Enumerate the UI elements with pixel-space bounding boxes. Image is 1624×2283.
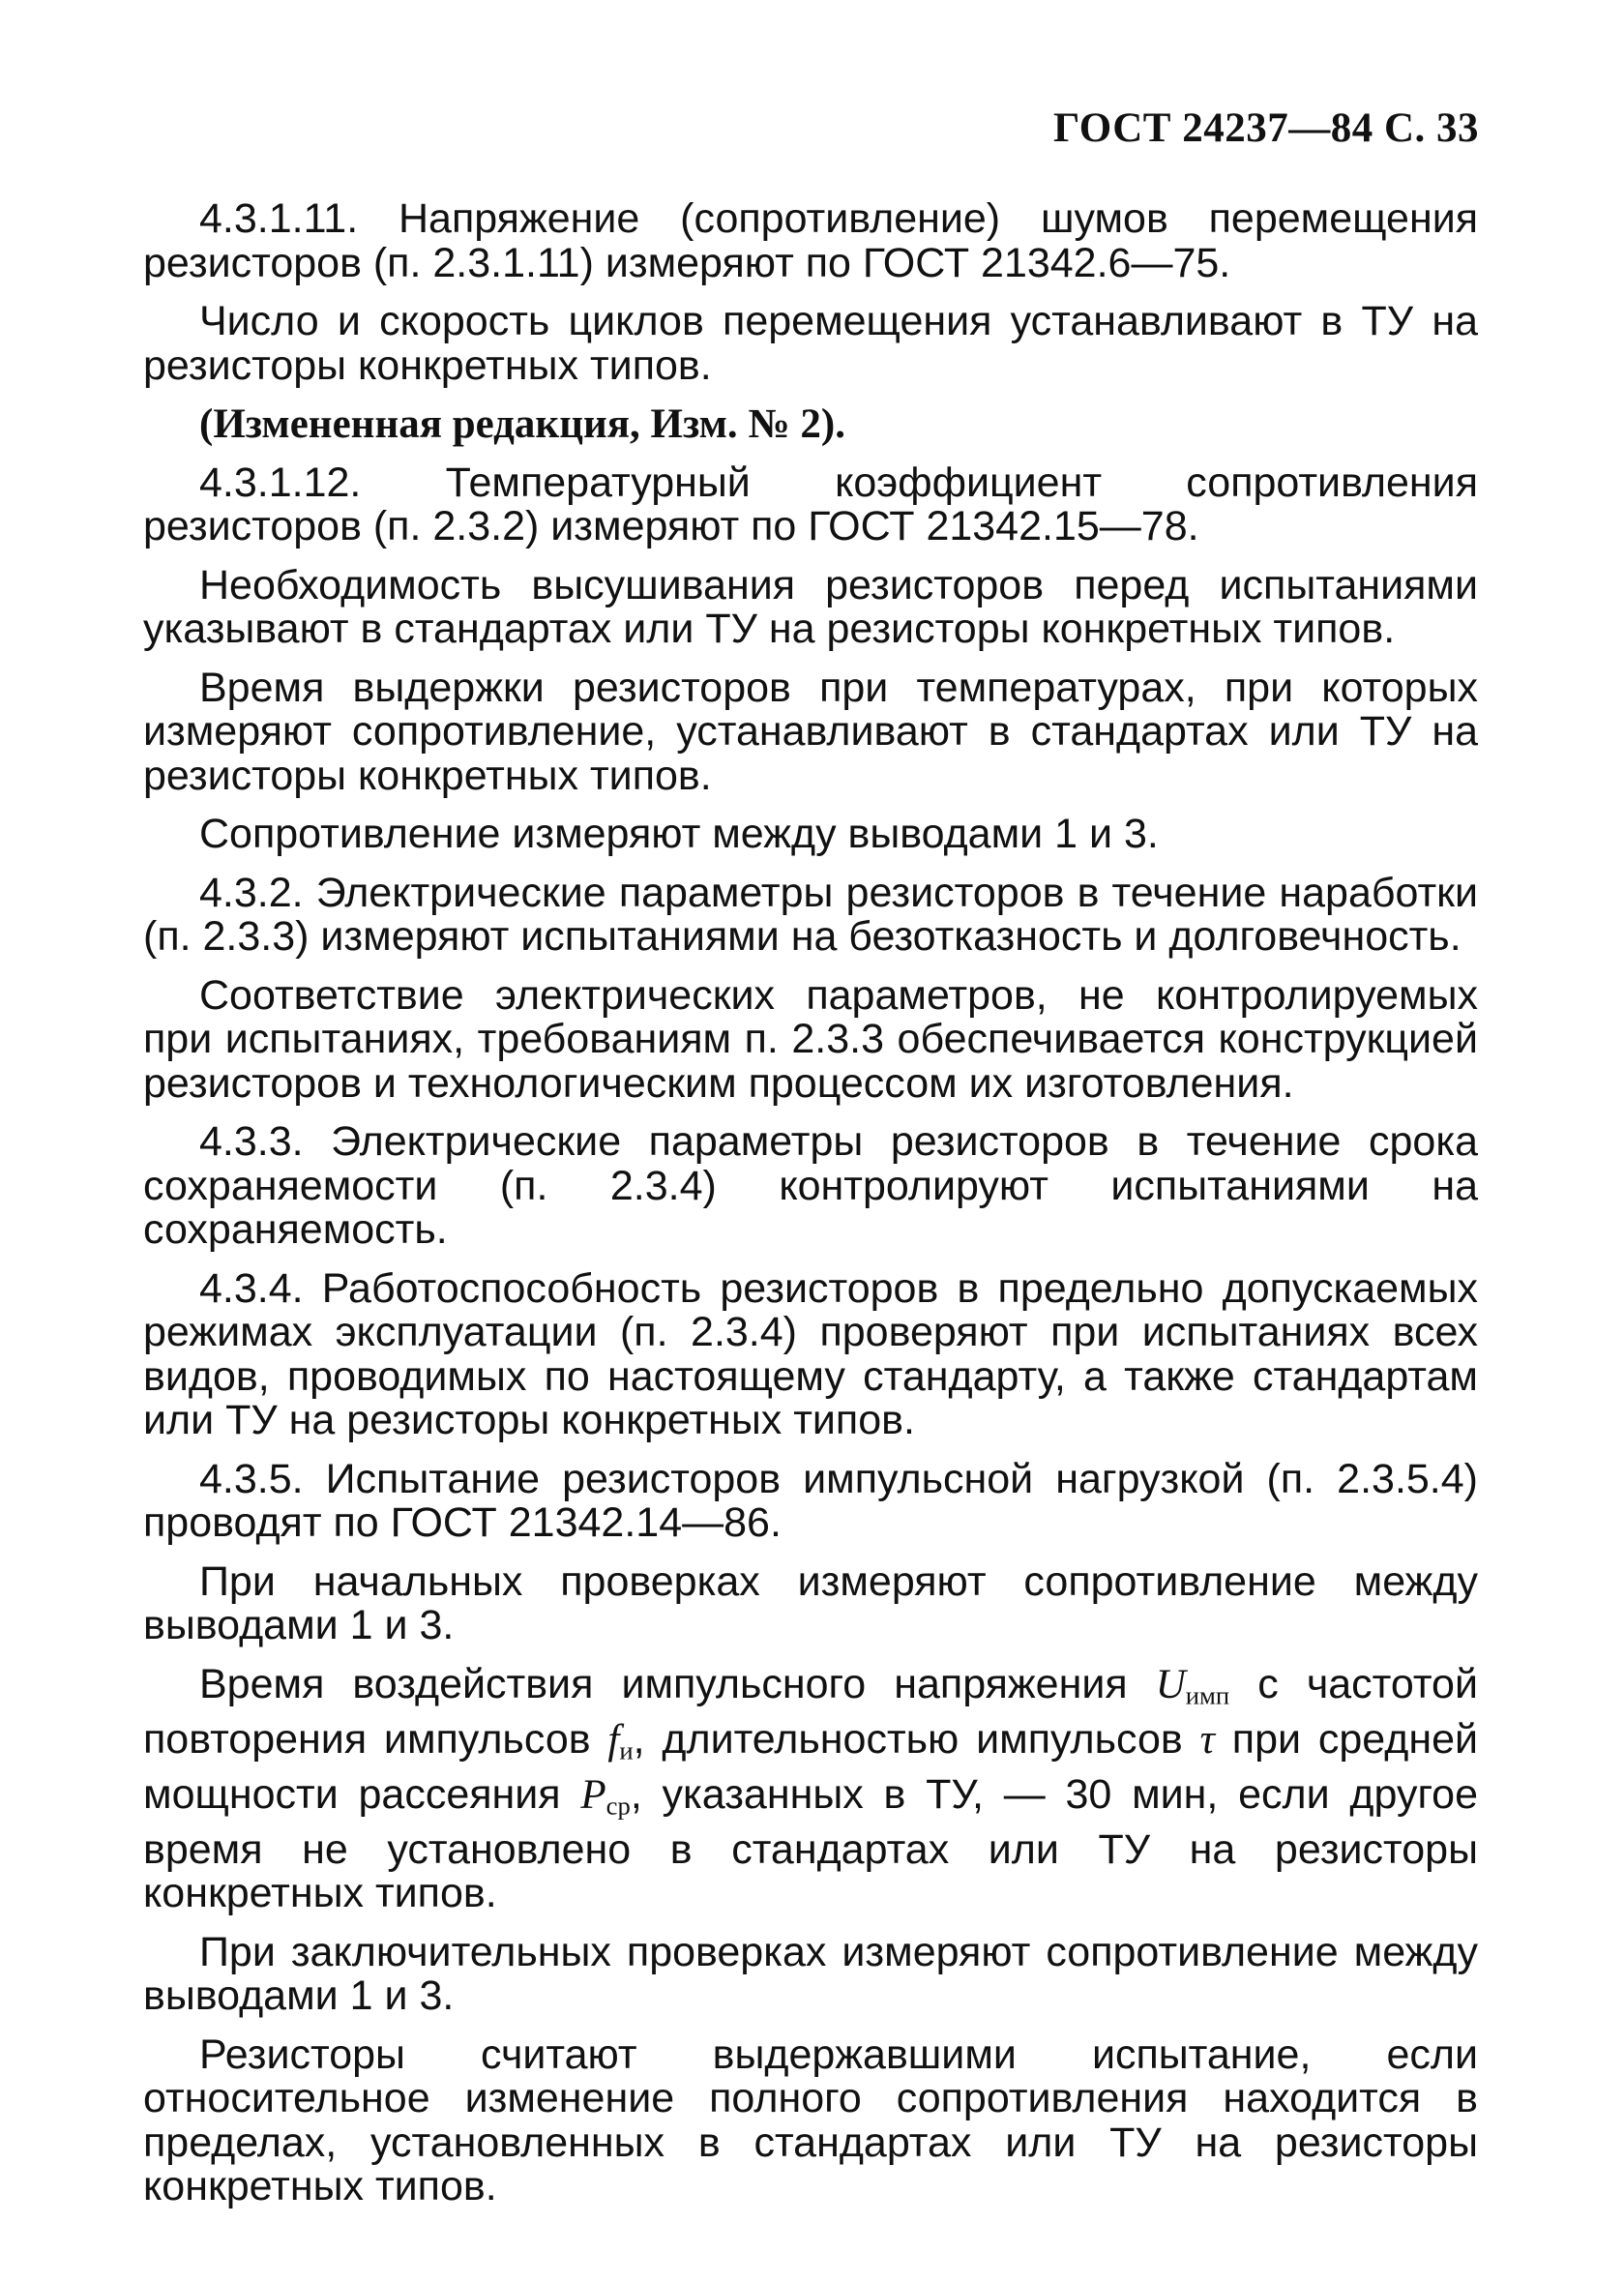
paragraph-pass-criteria: Резисторы считают выдержавшими испытание, если относительное изменение полного сопротивления находится в пределах, установленных в стандартах или ТУ на резисторы конкретных типов. (143, 2031, 1478, 2210)
text-segment: Время воздействия импульсного напряжения (199, 1660, 1156, 1707)
voltage-subscript: имп (1185, 1680, 1230, 1710)
paragraph-initial-checks: При начальных проверках измеряют сопротивление между выводами 1 и 3. (143, 1557, 1478, 1648)
paragraph-drying: Необходимость высушивания резисторов перед испытаниями указывают в стандартах или ТУ на резисторы конкретных типов. (143, 561, 1478, 652)
duration-symbol: τ (1199, 1716, 1215, 1763)
paragraph-4-3-3: 4.3.3. Электрические параметры резисторов в течение срока сохраняемости (п. 2.3.4) контролируют испытаниями на сохраняемость. (143, 1118, 1478, 1253)
voltage-letter: U (1155, 1661, 1186, 1707)
power-letter: P (580, 1771, 606, 1818)
paragraph-4-3-1-12: 4.3.1.12. Температурный коэффициент сопротивления резисторов (п. 2.3.2) измеряют по ГОСТ 21342.15—78. (143, 459, 1478, 549)
text-segment: при средней мощности рассеяния (143, 1715, 1478, 1818)
paragraph-4-3-5: 4.3.5. Испытание резисторов импульсной нагрузкой (п. 2.3.5.4) проводят по ГОСТ 21342.14—86. (143, 1455, 1478, 1546)
paragraph-pulse-exposure (143, 1660, 1479, 1917)
power-subscript: ср (605, 1791, 631, 1821)
paragraph-final-checks: При заключительных проверках измеряют сопротивление между выводами 1 и 3. (143, 1928, 1478, 2020)
paragraph-4-3-4: 4.3.4. Работоспособность резисторов в предельно допускаемых режимах эксплуатации (п. 2.3.4) проверяют при испытаниях всех видов, проводимых по настоящему стандарту, а также стандартам или ТУ на резисторы конкретных типов. (143, 1264, 1478, 1443)
frequency-symbol (607, 1717, 633, 1763)
amendment-note: (Измененная редакция, Изм. № 2). (199, 401, 845, 447)
text-segment: с частотой повторения импульсов (143, 1660, 1478, 1763)
voltage-symbol (1155, 1661, 1230, 1710)
text-segment: , указанных в ТУ, — 30 мин, если другое время не установлено в стандартах или ТУ на резисторы конкретных типов. (143, 1770, 1479, 1917)
paragraph-holding-time: Время выдержки резисторов при температурах, при которых измеряют сопротивление, устанавливают в стандартах или ТУ на резисторы конкретных типов. (143, 664, 1478, 799)
paragraph-cycles: Число и скорость циклов перемещения устанавливают в ТУ на резисторы конкретных типов. (143, 298, 1478, 389)
paragraph-4-3-1-11: 4.3.1.11. Напряжение (сопротивление) шумов перемещения резисторов (п. 2.3.1.11) измеряют по ГОСТ 21342.6—75. (143, 195, 1478, 286)
frequency-letter: f (607, 1716, 620, 1763)
document-body (143, 197, 1478, 2224)
paragraph-compliance: Соответствие электрических параметров, не контролируемых при испытаниях, требованиям п. 2.3.3 обеспечивается конструкцией резисторов и технологическим процессом их изготовления. (143, 971, 1478, 1107)
paragraph-resistance-1-3: Сопротивление измеряют между выводами 1 и 3. (199, 811, 1159, 857)
page-header: ГОСТ 24237—84 С. 33 (1052, 105, 1479, 151)
paragraph-4-3-2: 4.3.2. Электрические параметры резисторов в течение наработки (п. 2.3.3) измеряют испытаниями на безотказность и долговечность. (143, 869, 1478, 960)
power-symbol (580, 1771, 631, 1821)
text-segment: , длительностью импульсов (633, 1715, 1200, 1763)
frequency-subscript: и (619, 1735, 634, 1765)
